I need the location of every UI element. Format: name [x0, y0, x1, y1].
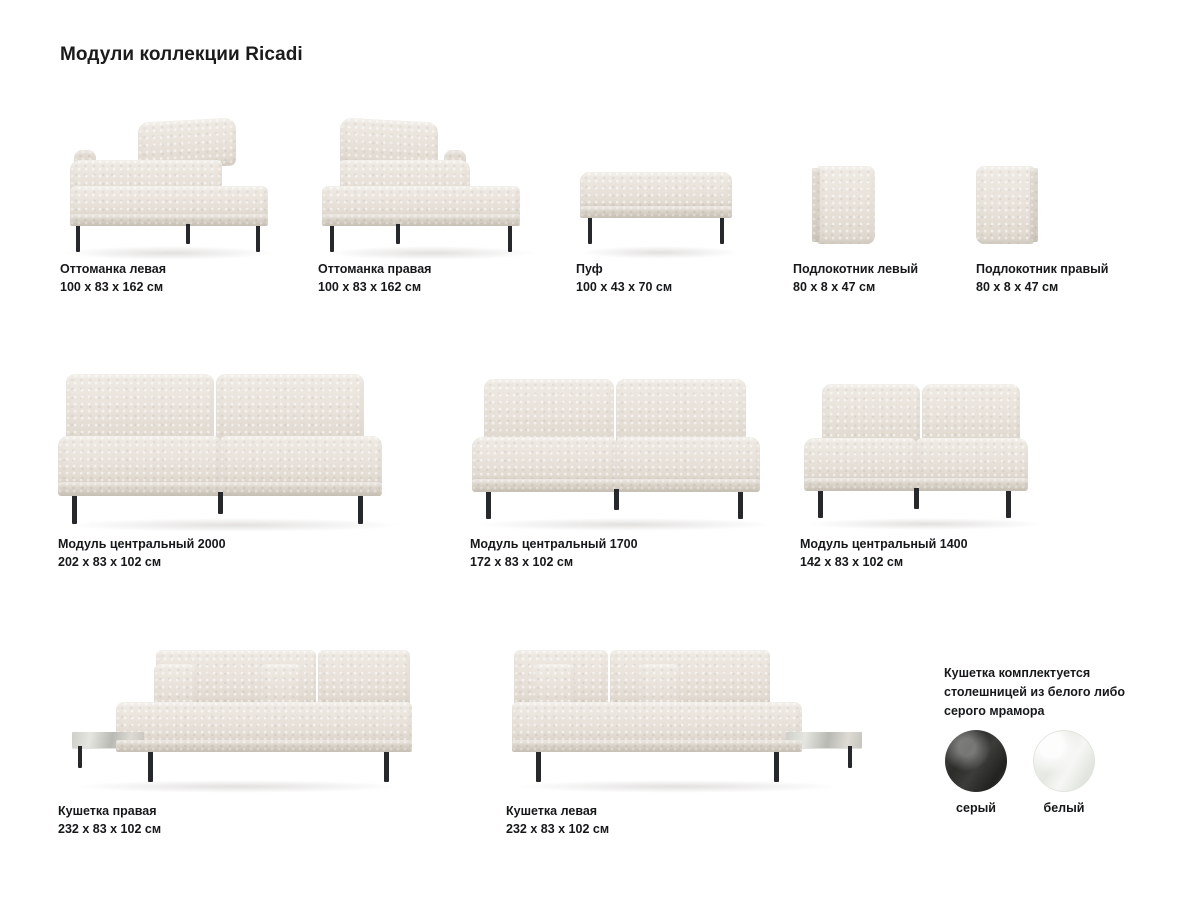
product-armrest-left [793, 110, 963, 296]
swatch-grey-circle [945, 730, 1007, 792]
product-daybed-left [506, 640, 906, 838]
product-dims: 80 х 8 х 47 см [976, 280, 1059, 295]
product-image-armrest-right [976, 110, 1146, 260]
swatch-white-circle [1033, 730, 1095, 792]
product-image-ottomanka-left [60, 110, 290, 260]
product-image-puf [576, 110, 766, 260]
product-dims: 100 х 83 х 162 см [60, 280, 164, 295]
product-dims: 142 х 83 х 102 см [800, 555, 904, 570]
product-image-module-1400 [800, 380, 1120, 535]
swatch-white-label: белый [1043, 801, 1085, 815]
product-image-module-1700 [470, 375, 820, 535]
product-name: Оттоманка правая [318, 262, 432, 276]
page-title: Модули коллекции Ricadi [60, 44, 303, 65]
product-module-1700 [470, 375, 820, 571]
product-daybed-right [58, 640, 458, 838]
product-dims: 232 х 83 х 102 см [506, 822, 610, 837]
product-name: Пуф [576, 262, 603, 276]
product-name: Модуль центральный 1700 [470, 537, 638, 551]
product-name: Подлокотник левый [793, 262, 919, 276]
swatch-white [1028, 730, 1100, 815]
product-image-daybed-left [506, 640, 906, 802]
product-dims: 80 х 8 х 47 см [793, 280, 876, 295]
marble-note: Кушетка комплектуется столешницей из белого либо серого мрамора [944, 666, 1125, 718]
product-image-daybed-right [58, 640, 458, 802]
product-name: Подлокотник правый [976, 262, 1109, 276]
product-dims: 202 х 83 х 102 см [58, 555, 162, 570]
product-armrest-right [976, 110, 1146, 296]
product-dims: 100 х 83 х 162 см [318, 280, 422, 295]
product-ottomanka-left [60, 110, 290, 296]
product-image-module-2000 [58, 370, 438, 535]
product-name: Модуль центральный 1400 [800, 537, 968, 551]
product-dims: 232 х 83 х 102 см [58, 822, 162, 837]
product-dims: 172 х 83 х 102 см [470, 555, 574, 570]
product-module-2000 [58, 370, 438, 571]
product-name: Кушетка левая [506, 804, 598, 818]
swatch-grey [940, 730, 1012, 815]
product-puf [576, 110, 766, 296]
product-name: Кушетка правая [58, 804, 157, 818]
product-ottomanka-right [318, 110, 548, 296]
swatch-grey-label: серый [956, 801, 996, 815]
product-image-ottomanka-right [318, 110, 548, 260]
product-module-1400 [800, 380, 1120, 571]
product-name: Модуль центральный 2000 [58, 537, 226, 551]
product-dims: 100 х 43 х 70 см [576, 280, 673, 295]
product-name: Оттоманка левая [60, 262, 167, 276]
product-image-armrest-left [793, 110, 963, 260]
